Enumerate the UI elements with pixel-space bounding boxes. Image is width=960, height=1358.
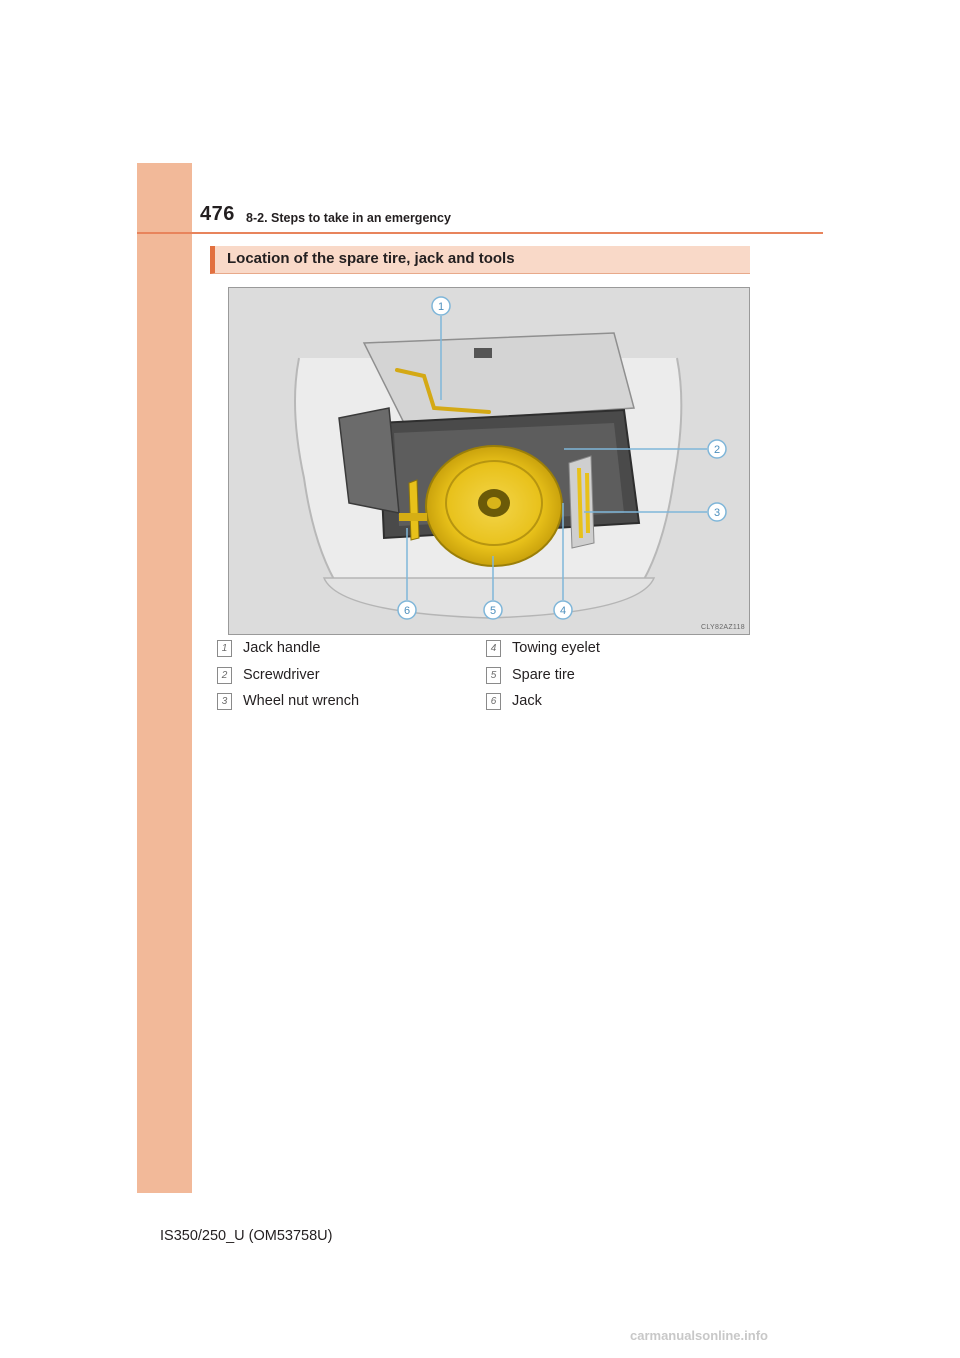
legend-number: 4 (486, 640, 501, 657)
legend-number: 3 (217, 693, 232, 710)
footer-model-code: IS350/250_U (OM53758U) (160, 1228, 333, 1244)
legend-label: Jack (512, 693, 542, 709)
legend-label: Jack handle (243, 640, 321, 656)
chapter-side-band (137, 163, 192, 1193)
side-trim (339, 408, 399, 513)
legend-label: Wheel nut wrench (243, 693, 360, 709)
legend-label: Screwdriver (243, 667, 320, 683)
callout-2: 2 (713, 444, 721, 456)
lid-latch (474, 348, 492, 358)
legend-number: 5 (486, 667, 501, 684)
trunk-lid (364, 333, 634, 423)
jack-shape (409, 480, 419, 540)
callout-4: 4 (559, 605, 567, 617)
legend-number: 2 (217, 667, 232, 684)
callout-5: 5 (489, 605, 497, 617)
trunk-drawing (229, 288, 749, 634)
watermark: carmanualsonline.info (630, 1328, 768, 1343)
legend-number: 1 (217, 640, 232, 657)
figure-code: CLY82AZ118 (701, 624, 745, 631)
legend-number: 6 (486, 693, 501, 710)
section-heading-bar (210, 246, 750, 274)
callout-6: 6 (403, 605, 411, 617)
page-number: 476 (200, 203, 235, 225)
section-heading: Location of the spare tire, jack and tools (227, 250, 515, 267)
legend-label: Spare tire (512, 667, 575, 683)
section-title: 8-2. Steps to take in an emergency (246, 211, 451, 225)
callout-1: 1 (437, 301, 445, 313)
callout-3: 3 (713, 507, 721, 519)
legend-label: Towing eyelet (512, 640, 600, 656)
trunk-illustration (228, 287, 750, 635)
header-rule (137, 232, 823, 234)
